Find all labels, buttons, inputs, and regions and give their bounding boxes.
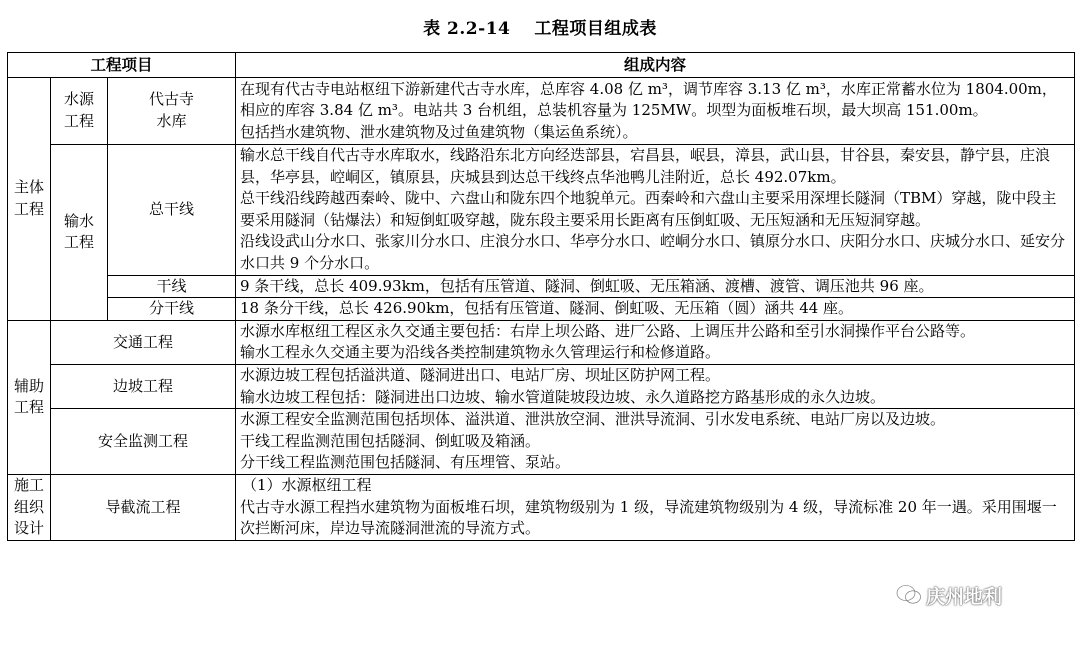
content-line: 水源边坡工程包括溢洪道、隧洞进出口、电站厂房、坝址区防护网工程。 [240,365,721,384]
category-construction [8,474,51,540]
table-row [8,78,1075,145]
content-line: 总干线沿线跨越西秦岭、陇中、六盘山和陇东四个地貌单元。西秦岭和六盘山主要采用深埋长隧洞（TBM）穿越，陇中段主要采用隧洞（钻爆法）和短倒虹吸穿越，陇东段主要采用长距离有压倒虹吸、无压短涵和无压短洞穿越。 [240,189,1057,229]
group-water-source [51,78,108,145]
content-slope [236,364,1075,408]
item-branch-line: 干线 [108,275,236,298]
item-diversion: 导截流工程 [51,474,236,540]
item-sub-branch-line: 分干线 [108,298,236,321]
table-number: 表 2.2-14 [423,19,511,39]
table-row [8,320,1075,364]
table-header-row [8,53,1075,78]
item-daigusi-reservoir [108,78,236,145]
content-line: 沿线设武山分水口、张家川分水口、庄浪分水口、华亭分水口、崆峒分水口、镇原分水口、庆阳分水口、庆城分水口、延安分水口共 9 个分水口。 [240,232,1066,272]
content-line: 干线工程监测范围包括隧洞、倒虹吸及箱涵。 [240,431,541,450]
item-trunk-line: 总干线 [108,145,236,276]
content-line: 在现有代古寺电站枢纽下游新建代古寺水库，总库容 4.08 亿 m³，调节库容 3.13 亿 m³，水库正常蓄水位为 1804.00m，相应的库容 3.84 亿 m³。电站共 3 台机组，总装机容量为 125MW。坝型为面板堆石坝，最大坝高 151.00m。 [240,79,1057,120]
content-line: 代古寺水源工程挡水建筑物为面板堆石坝，建筑物级别为 1 级，导流建筑物级别为 4 级，导流标准 20 年一遇。采用围堰一次拦断河床，岸边导流隧洞泄流的导流方式。 [240,497,1057,538]
table-title: 工程项目组成表 [534,19,657,39]
content-line: 水源工程安全监测范围包括坝体、溢洪道、泄洪放空洞、泄洪导流洞、引水发电系统、电站厂房以及边坡。 [240,410,946,429]
group-water-source-label: 水源 工程 [63,90,94,130]
project-composition-table [7,52,1075,541]
content-line: 输水总干线自代古寺水库取水，线路沿东北方向经迭部县，宕昌县，岷县，漳县，武山县，甘谷县，秦安县，静宁县，庄浪县，华亭县，崆峒区，镇原县，庆城县到达总干线终点华池鸭儿洼附近，总长 492.07km。 [240,146,1051,186]
header-project: 工程项目 [8,53,236,78]
item-daigusi-reservoir-label: 代古寺 水库 [148,90,194,130]
watermark [896,581,1002,609]
table-row [8,409,1075,475]
content-line: 输水工程永久交通主要为沿线各类控制建筑物永久管理运行和检修道路。 [240,343,721,362]
content-trunk-line [236,145,1075,276]
watermark-text: 庆州地利 [926,585,1003,608]
content-line: （1）水源枢纽工程 [242,475,372,494]
group-conveyance [51,145,108,321]
content-line: 水源水库枢纽工程区永久交通主要包括：右岸上坝公路、进厂公路、上调压井公路和至引水洞操作平台公路等。 [240,321,976,340]
content-traffic [236,320,1075,364]
content-line: 包括挡水建筑物、泄水建筑物及过鱼建筑物（集运鱼系统）。 [240,122,638,141]
category-main-label: 主体 工程 [13,178,44,218]
group-conveyance-label: 输水 工程 [63,211,94,252]
category-auxiliary-label: 辅助 工程 [13,376,44,417]
content-safety-monitoring [236,409,1075,475]
wechat-icon [896,584,922,606]
table-row [8,474,1075,540]
table-caption [0,14,1080,39]
content-branch-line: 9 条干线，总长 409.93km，包括有压管道、隧洞、倒虹吸、无压箱涵、渡槽、渡管、调压池共 96 座。 [236,275,1075,298]
table-row [8,364,1075,408]
table-row [8,275,1075,298]
content-line: 输水边坡工程包括：隧洞进出口边坡、输水管道陡坡段边坡、永久道路挖方路基形成的永久边坡。 [240,387,886,406]
table-row [8,145,1075,276]
content-line: 分干线工程监测范围包括隧洞、有压埋管、泵站。 [240,453,571,472]
category-construction-label: 施工 组织 设计 [13,475,44,538]
table-row [8,298,1075,321]
item-traffic: 交通工程 [51,320,236,364]
category-main [8,78,51,321]
content-sub-branch-line: 18 条分干线，总长 426.90km，包括有压管道、隧洞、倒虹吸、无压箱（圆）涵共 44 座。 [236,298,1075,321]
content-daigusi-reservoir [236,78,1075,145]
content-diversion [236,474,1075,540]
header-content: 组成内容 [236,53,1075,78]
item-safety-monitoring: 安全监测工程 [51,409,236,475]
item-slope: 边坡工程 [51,364,236,408]
category-auxiliary [8,320,51,474]
